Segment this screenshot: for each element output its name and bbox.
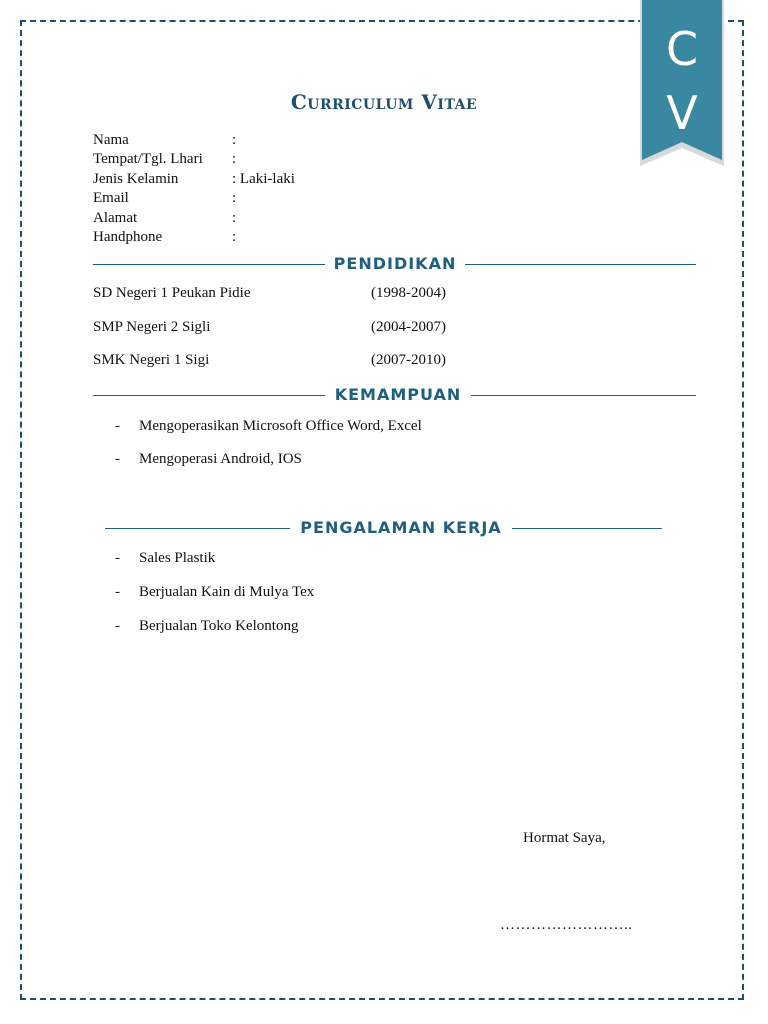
closing-text: Hormat Saya,: [523, 830, 606, 846]
education-school: SMK Negeri 1 Sigi: [93, 352, 210, 368]
heading-rule-left: [93, 395, 325, 396]
bullet-dash: -: [115, 550, 120, 566]
education-school: SD Negeri 1 Peukan Pidie: [93, 285, 251, 301]
skill-item: [115, 418, 422, 435]
bullet-dash: -: [115, 618, 120, 634]
cv-ribbon: [640, 0, 724, 166]
info-label: Alamat: [93, 209, 138, 226]
signature-line: ……………………..: [500, 917, 633, 933]
experience-item: [115, 584, 314, 601]
heading-rule-right: [471, 395, 696, 396]
experience-text: Berjualan Kain di Mulya Tex: [139, 584, 315, 600]
document-title: Curriculum Vitae: [290, 90, 478, 114]
skill-item: [115, 451, 302, 468]
info-value: :: [232, 190, 237, 207]
info-label: Jenis Kelamin: [93, 170, 179, 187]
info-value: :: [232, 151, 237, 168]
info-value: : Laki-laki: [232, 170, 295, 187]
education-row: [93, 285, 446, 302]
info-row-phone: [93, 228, 295, 247]
info-row-birth: [93, 150, 295, 169]
education-years: (1998-2004): [371, 285, 446, 301]
section-heading-education: [93, 253, 696, 275]
education-row: [93, 352, 446, 369]
heading-text: PENGALAMAN KERJA: [300, 518, 502, 537]
info-row-gender: [93, 170, 295, 189]
bullet-dash: -: [115, 418, 120, 434]
section-heading-experience: [105, 517, 662, 539]
info-label: Email: [93, 190, 129, 207]
bullet-dash: -: [115, 584, 120, 600]
ribbon-letter-v: V: [666, 86, 698, 140]
education-years: (2004-2007): [371, 319, 446, 335]
info-label: Nama: [93, 132, 129, 148]
info-label: Tempat/Tgl. Lhari: [93, 151, 203, 168]
info-row-email: [93, 189, 295, 208]
heading-rule-left: [93, 264, 325, 265]
education-row: [93, 319, 446, 336]
heading-rule-left: [105, 528, 290, 529]
info-row-address: [93, 209, 295, 228]
personal-info: [93, 131, 295, 247]
heading-rule-right: [465, 264, 696, 265]
section-heading-skills: [93, 384, 696, 406]
info-value: :: [232, 209, 237, 226]
heading-rule-right: [512, 528, 662, 529]
education-years: (2007-2010): [371, 352, 446, 368]
experience-item: [115, 550, 215, 567]
skill-text: Mengoperasi Android, IOS: [139, 451, 302, 467]
info-value: :: [232, 228, 237, 245]
ribbon-letter-c: C: [665, 22, 699, 76]
experience-text: Berjualan Toko Kelontong: [139, 618, 299, 634]
heading-text: KEMAMPUAN: [334, 385, 462, 404]
education-school: SMP Negeri 2 Sigli: [93, 319, 211, 335]
skill-text: Mengoperasikan Microsoft Office Word, Excel: [139, 418, 422, 434]
experience-text: Sales Plastik: [139, 550, 216, 566]
experience-item: [115, 618, 298, 635]
heading-text: PENDIDIKAN: [333, 254, 457, 273]
bullet-dash: -: [115, 451, 120, 467]
info-label: Handphone: [93, 228, 163, 245]
info-row-name: [93, 131, 295, 150]
info-value: :: [232, 132, 237, 148]
